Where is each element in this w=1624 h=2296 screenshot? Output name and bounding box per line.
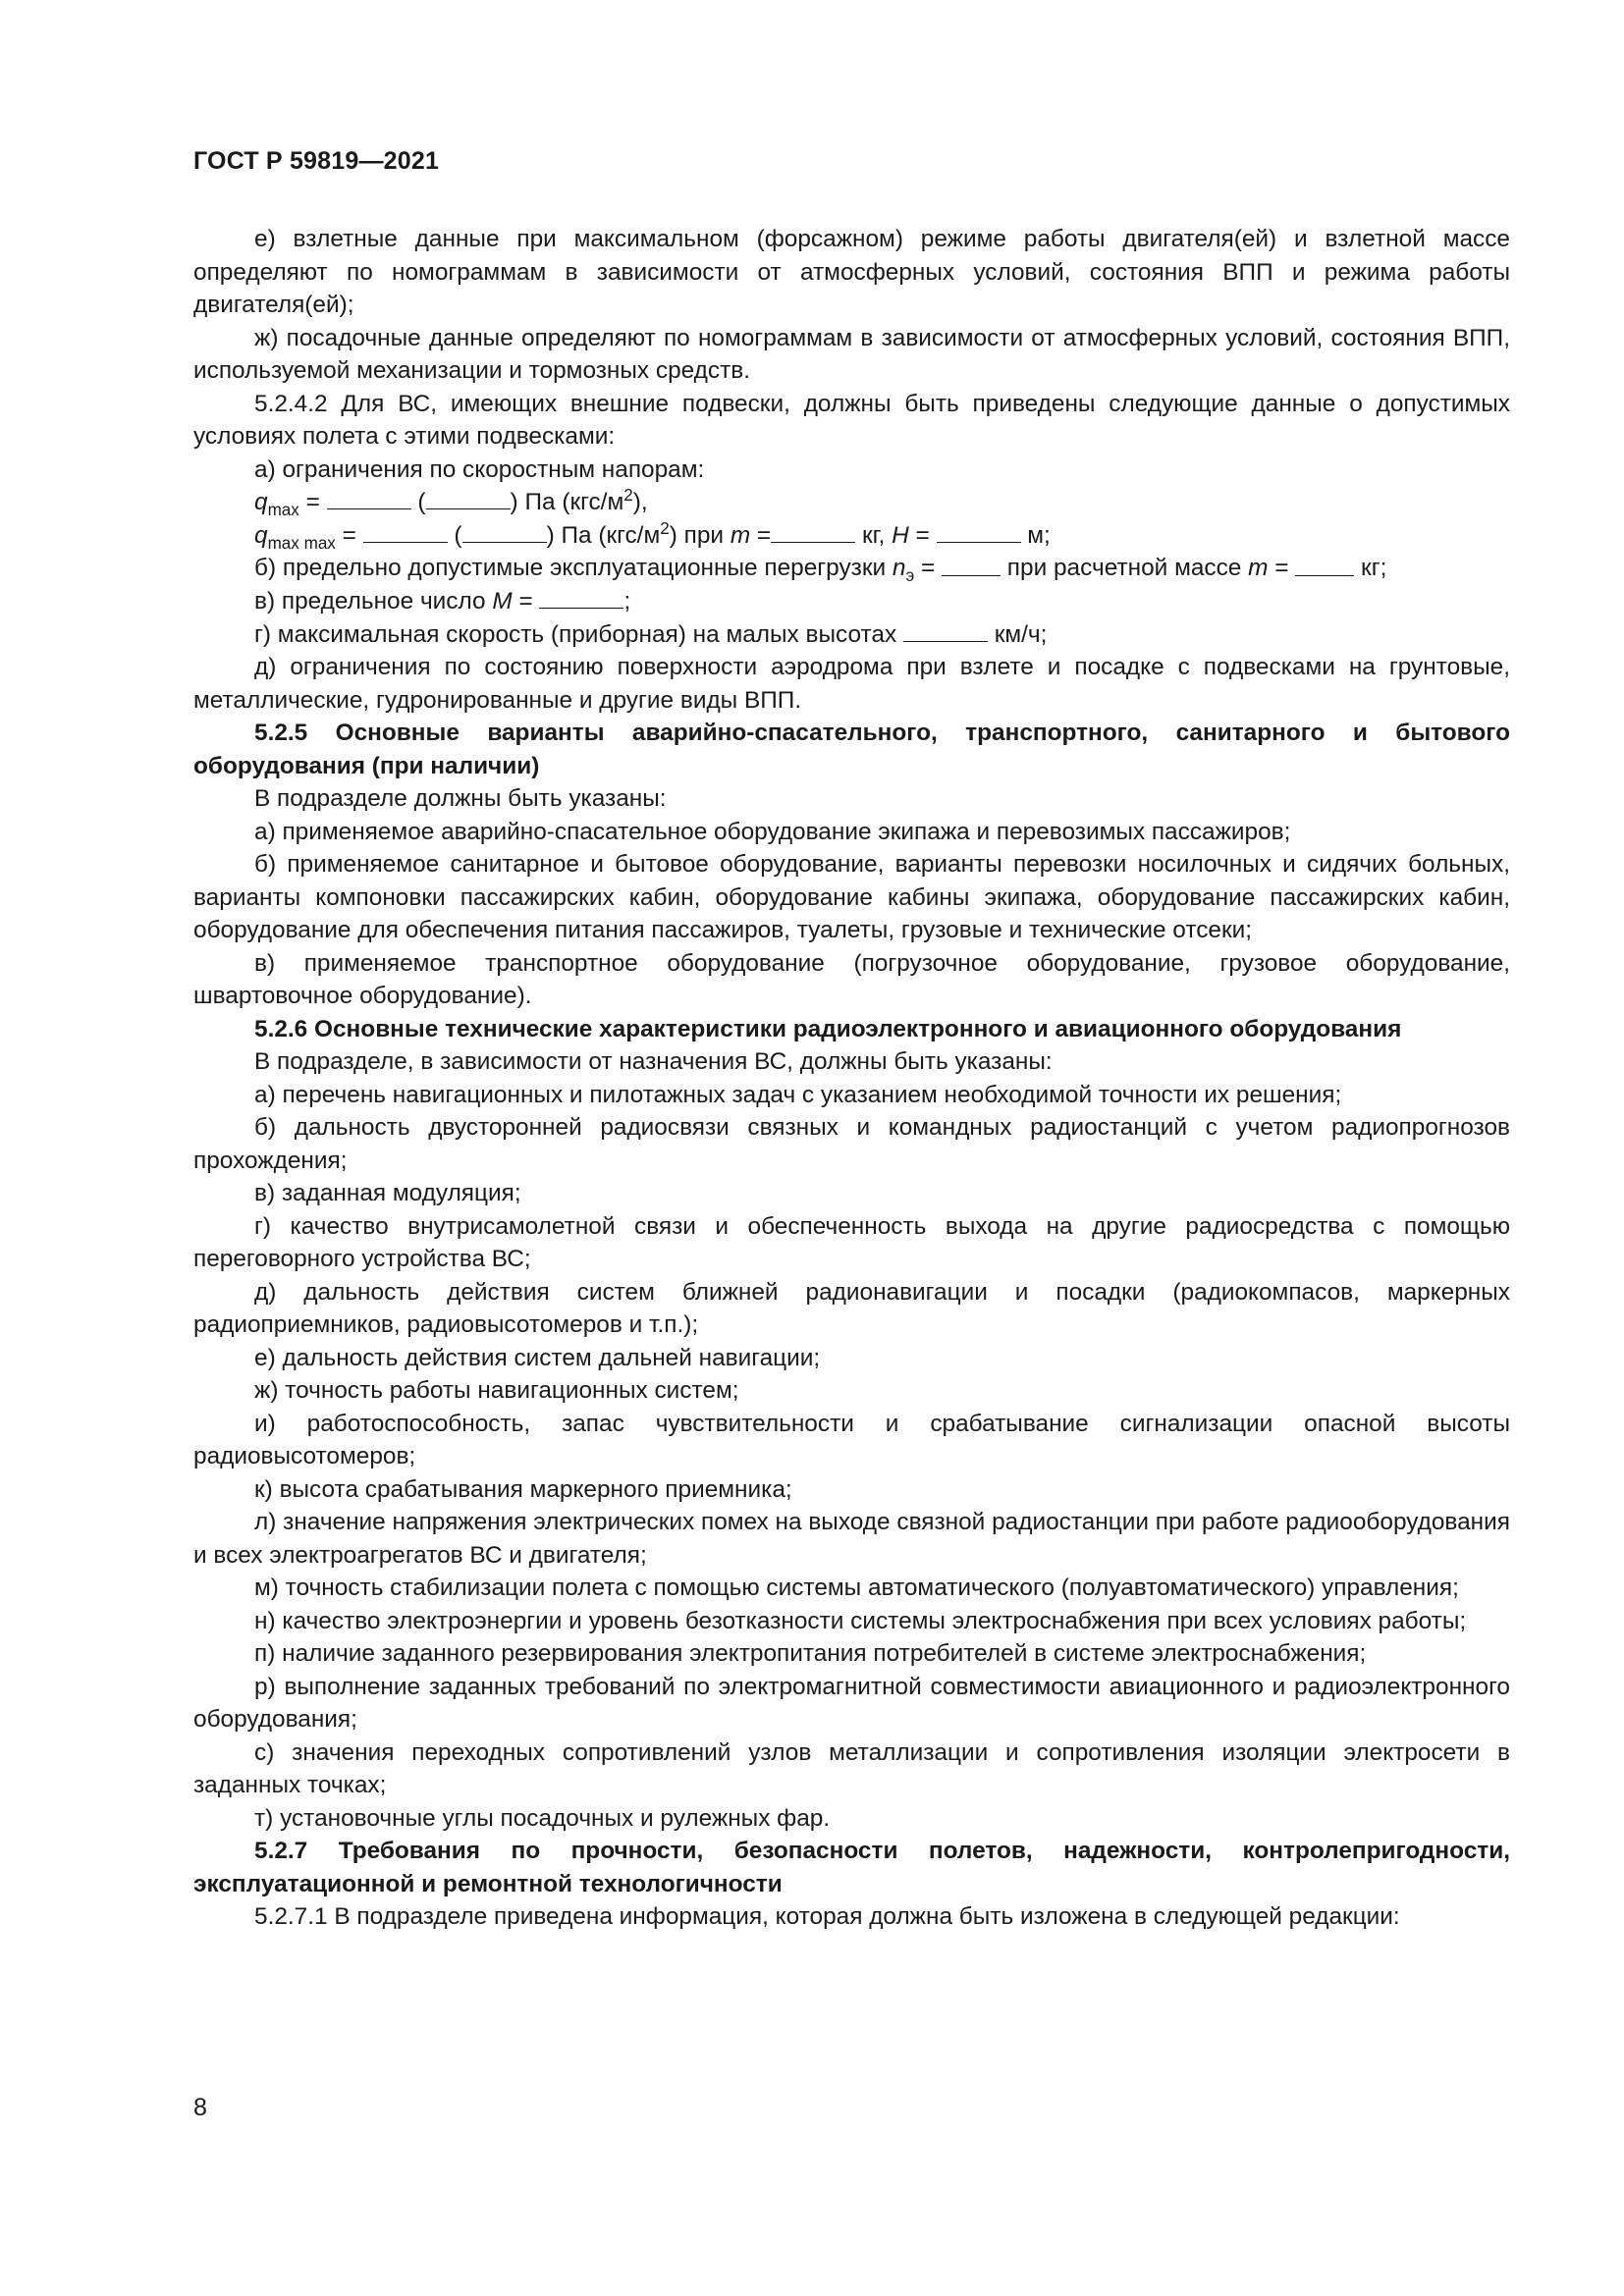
- formula-text: в) предельное число: [254, 588, 493, 615]
- paragraph: а) применяемое аварийно-спасательное оборудование экипажа и перевозимых пассажиров;: [254, 818, 1291, 845]
- blank-field: [903, 618, 988, 642]
- paragraph: ж) точность работы навигационных систем;: [254, 1377, 739, 1405]
- formula-text: ),: [632, 489, 648, 516]
- document-body: [193, 223, 1510, 1934]
- formula-text: км/ч;: [987, 620, 1048, 648]
- formula-subscript: max max: [267, 533, 336, 553]
- paragraph: к) высота срабатывания маркерного приемника;: [254, 1475, 792, 1503]
- paragraph: в) применяемое транспортное оборудование (погрузочное оборудование, грузовое оборудование, швартовочное оборудование).: [193, 949, 1510, 1010]
- formula-text: кг;: [1354, 555, 1387, 582]
- formula-variable: H: [892, 521, 909, 549]
- formula-variable: q: [254, 489, 268, 516]
- formula-superscript: 2: [660, 518, 670, 538]
- formula-text: =: [335, 521, 363, 549]
- formula-text: при расчетной массе: [1001, 555, 1249, 582]
- paragraph: р) выполнение заданных требований по электромагнитной совместимости авиационного и радиоэлектронного оборудования;: [193, 1673, 1510, 1734]
- paragraph: б) дальность двусторонней радиосвязи связных и командных радиостанций с учетом радиопрогнозов прохождения;: [193, 1114, 1510, 1174]
- formula-variable: m: [730, 521, 751, 549]
- blank-field: [426, 486, 511, 509]
- formula-q-max-max: [193, 519, 1510, 553]
- formula-subscript: max: [267, 501, 299, 520]
- formula-text: =: [908, 521, 937, 549]
- formula-text: =: [512, 588, 540, 615]
- blank-field: [937, 519, 1021, 543]
- section-heading-5-2-6: 5.2.6 Основные технические характеристики радиоэлектронного и авиационного оборудования: [254, 1015, 1402, 1042]
- blank-field: [462, 519, 547, 543]
- formula-text: кг,: [855, 521, 893, 549]
- paragraph: л) значение напряжения электрических помех на выходе связной радиостанции при работе радиооборудования и всех электроагрегатов ВС и двигателя;: [193, 1509, 1510, 1569]
- section-heading-5-2-5: 5.2.5 Основные варианты аварийно-спасательного, транспортного, санитарного и бытового оборудования (при наличии): [193, 720, 1510, 779]
- paragraph: ж) посадочные данные определяют по номограммам в зависимости от атмосферных условий, состояния ВПП, используемой механизации и тормозных средств.: [193, 324, 1510, 384]
- paragraph: и) работоспособность, запас чувствительности и срабатывание сигнализации опасной высоты радиовысотомеров;: [193, 1410, 1510, 1470]
- formula-text: =: [750, 521, 772, 549]
- blank-field: [771, 519, 855, 543]
- blank-field: [1295, 552, 1354, 575]
- paragraph: а) перечень навигационных и пилотажных задач с указанием необходимой точности их решения;: [254, 1081, 1342, 1108]
- formula-speed: [193, 618, 1510, 652]
- formula-text: б) предельно допустимые эксплуатационные перегрузки: [254, 555, 893, 582]
- formula-mach: [193, 585, 1510, 618]
- formula-overload: [193, 552, 1510, 585]
- formula-text: =: [1268, 555, 1296, 582]
- paragraph: д) дальность действия систем ближней радионавигации и посадки (радиокомпасов, маркерных радиоприемников, радиовысотомеров и т.п.);: [193, 1278, 1510, 1339]
- blank-field: [539, 585, 623, 609]
- formula-subscript: э: [905, 566, 915, 586]
- formula-variable: M: [492, 588, 513, 615]
- formula-variable: n: [892, 555, 906, 582]
- paragraph: е) взлетные данные при максимальном (форсажном) режиме работы двигателя(ей) и взлетной массе определяют по номограммам в зависимости от атмосферных условий, состояния ВПП и режима работы двигателя(ей);: [193, 226, 1510, 318]
- paragraph: п) наличие заданного резервирования электропитания потребителей в системе электроснабжения;: [254, 1640, 1367, 1668]
- formula-text: ) Па (кгс/м: [546, 521, 661, 549]
- formula-text: м;: [1020, 521, 1051, 549]
- paragraph: 5.2.7.1 В подразделе приведена информация, которая должна быть изложена в следующей редакции:: [254, 1903, 1400, 1931]
- formula-text: =: [914, 555, 943, 582]
- blank-field: [942, 552, 1001, 575]
- paragraph: 5.2.4.2 Для ВС, имеющих внешние подвески, должны быть приведены следующие данные о допустимых условиях полета с этими подвесками:: [193, 390, 1510, 450]
- formula-text: ;: [623, 588, 631, 615]
- formula-text: (: [410, 489, 426, 516]
- paragraph: е) дальность действия систем дальней навигации;: [254, 1344, 821, 1371]
- document-code-header: ГОСТ Р 59819—2021: [193, 147, 440, 175]
- paragraph: В подразделе, в зависимости от назначения ВС, должны быть указаны:: [254, 1048, 1053, 1076]
- paragraph: н) качество электроэнергии и уровень безотказности системы электроснабжения при всех условиях работы;: [254, 1607, 1467, 1634]
- paragraph: в) заданная модуляция;: [254, 1180, 521, 1207]
- formula-text: г) максимальная скорость (приборная) на малых высотах: [254, 620, 903, 648]
- paragraph: а) ограничения по скоростным напорам:: [254, 455, 705, 483]
- paragraph: б) применяемое санитарное и бытовое оборудование, варианты перевозки носилочных и сидячих больных, варианты компоновки пассажирских кабин, оборудование кабины экипажа, оборудование пассажирских кабин, оборудование для обеспечения питания пассажиров, туалеты, грузовые и технические отсеки;: [193, 851, 1510, 944]
- blank-field: [363, 519, 448, 543]
- formula-q-max: [193, 486, 1510, 519]
- formula-variable: q: [254, 521, 268, 549]
- formula-superscript: 2: [623, 486, 633, 506]
- formula-text: ) Па (кгс/м: [510, 489, 624, 516]
- paragraph: м) точность стабилизации полета с помощью системы автоматического (полуавтоматического) управления;: [254, 1575, 1459, 1602]
- page-number: 8: [193, 2094, 207, 2121]
- formula-text: =: [298, 489, 327, 516]
- paragraph: г) качество внутрисамолетной связи и обеспеченность выхода на другие радиосредства с помощью переговорного устройства ВС;: [193, 1212, 1510, 1273]
- section-heading-5-2-7: 5.2.7 Требования по прочности, безопасности полетов, надежности, контролепригодности, эксплуатационной и ремонтной технологичности: [193, 1838, 1510, 1897]
- blank-field: [327, 486, 411, 509]
- paragraph: т) установочные углы посадочных и рулежных фар.: [254, 1804, 831, 1832]
- formula-variable: m: [1248, 555, 1269, 582]
- formula-text: ) при: [669, 521, 731, 549]
- paragraph: с) значения переходных сопротивлений узлов металлизации и сопротивления изоляции электросети в заданных точках;: [193, 1738, 1510, 1799]
- formula-text: (: [447, 521, 462, 549]
- paragraph: В подразделе должны быть указаны:: [254, 785, 667, 813]
- paragraph: д) ограничения по состоянию поверхности аэродрома при взлете и посадке с подвесками на грунтовые, металлические, гудронированные и другие виды ВПП.: [193, 654, 1510, 714]
